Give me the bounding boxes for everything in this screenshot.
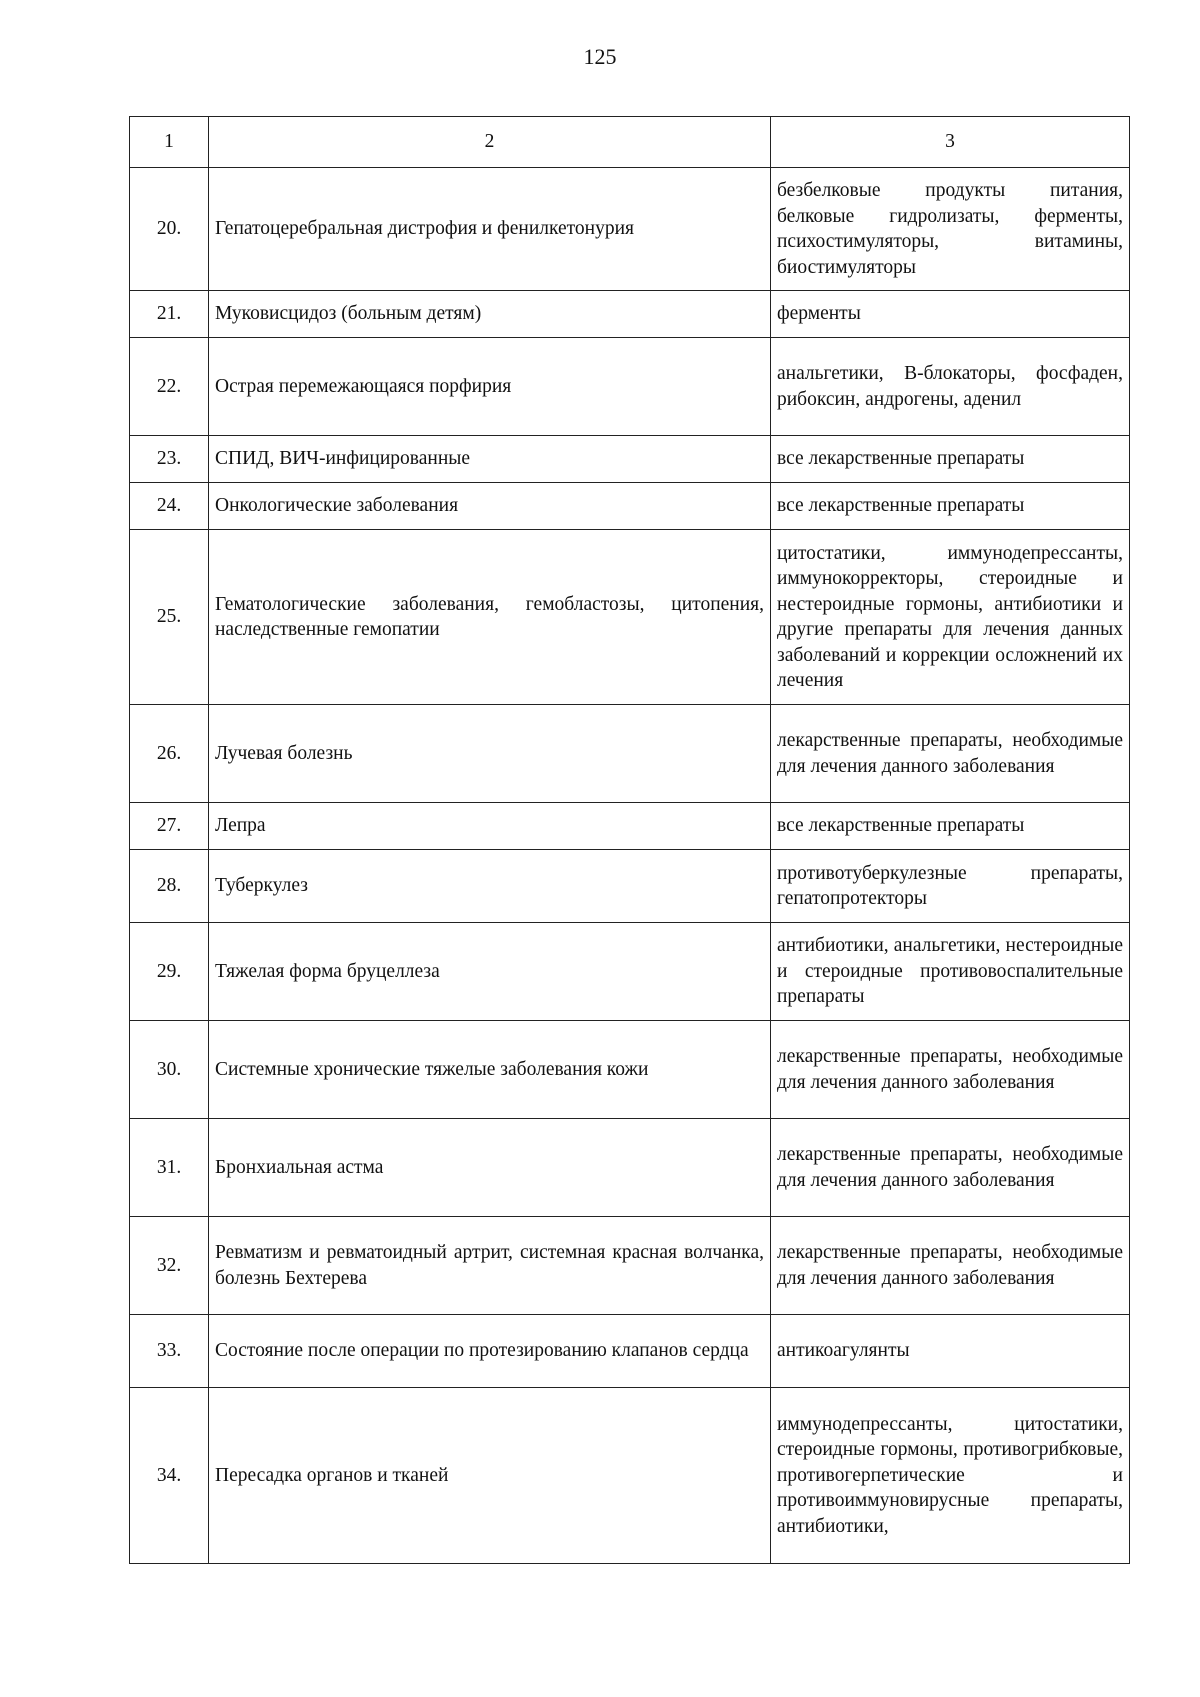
table-row <box>130 1388 1130 1564</box>
drug-list: лекарственные препараты, необходимые для лечения данного заболевания <box>771 1119 1130 1217</box>
table-row <box>130 705 1130 803</box>
row-number: 20. <box>130 168 209 291</box>
table-row <box>130 850 1130 923</box>
row-number: 23. <box>130 436 209 483</box>
table-row <box>130 803 1130 850</box>
row-number: 32. <box>130 1217 209 1315</box>
drug-list: антикоагулянты <box>771 1315 1130 1388</box>
drug-list: все лекарственные препараты <box>771 803 1130 850</box>
row-number: 25. <box>130 530 209 705</box>
drug-list: лекарственные препараты, необходимые для лечения данного заболевания <box>771 705 1130 803</box>
table-row <box>130 483 1130 530</box>
disease-name: Онкологические заболевания <box>209 483 771 530</box>
drug-list: цитостатики, иммунодепрессанты, иммунокорректоры, стероидные и нестероидные гормоны, антибиотики и другие препараты для лечения данных заболеваний и коррекции осложнений их лечения <box>771 530 1130 705</box>
row-number: 30. <box>130 1021 209 1119</box>
table-row <box>130 1021 1130 1119</box>
row-number: 31. <box>130 1119 209 1217</box>
disease-name: Системные хронические тяжелые заболевания кожи <box>209 1021 771 1119</box>
row-number: 27. <box>130 803 209 850</box>
table-row <box>130 436 1130 483</box>
disease-name: Ревматизм и ревматоидный артрит, системная красная волчанка, болезнь Бехтерева <box>209 1217 771 1315</box>
row-number: 28. <box>130 850 209 923</box>
table-row <box>130 1217 1130 1315</box>
disease-name: Муковисцидоз (больным детям) <box>209 291 771 338</box>
header-col-1: 1 <box>130 117 209 168</box>
table-header <box>130 117 1130 168</box>
table-body <box>130 168 1130 1564</box>
table-row <box>130 291 1130 338</box>
table-row <box>130 1119 1130 1217</box>
drug-list: ферменты <box>771 291 1130 338</box>
drug-list: лекарственные препараты, необходимые для лечения данного заболевания <box>771 1217 1130 1315</box>
drug-list: анальгетики, B-блокаторы, фосфаден, рибоксин, андрогены, аденил <box>771 338 1130 436</box>
row-number: 24. <box>130 483 209 530</box>
row-number: 21. <box>130 291 209 338</box>
disease-name: Лучевая болезнь <box>209 705 771 803</box>
disease-name: Состояние после операции по протезированию клапанов сердца <box>209 1315 771 1388</box>
disease-name: Острая перемежающаяся порфирия <box>209 338 771 436</box>
disease-name: Пересадка органов и тканей <box>209 1388 771 1564</box>
row-number: 22. <box>130 338 209 436</box>
header-row <box>130 117 1130 168</box>
disease-name: Туберкулез <box>209 850 771 923</box>
table-row <box>130 923 1130 1021</box>
disease-name: Лепра <box>209 803 771 850</box>
page-number: 125 <box>583 44 617 69</box>
table-row <box>130 338 1130 436</box>
disease-name: СПИД, ВИЧ-инфицированные <box>209 436 771 483</box>
conditions-table <box>129 116 1130 1564</box>
disease-name: Гепатоцеребральная дистрофия и фенилкетонурия <box>209 168 771 291</box>
drug-list: все лекарственные препараты <box>771 483 1130 530</box>
table-row <box>130 1315 1130 1388</box>
row-number: 34. <box>130 1388 209 1564</box>
drug-list: противотуберкулезные препараты, гепатопротекторы <box>771 850 1130 923</box>
table-row <box>130 168 1130 291</box>
disease-name: Гематологические заболевания, гемобластозы, цитопения, наследственные гемопатии <box>209 530 771 705</box>
drug-list: все лекарственные препараты <box>771 436 1130 483</box>
drug-list: лекарственные препараты, необходимые для лечения данного заболевания <box>771 1021 1130 1119</box>
row-number: 29. <box>130 923 209 1021</box>
disease-name: Бронхиальная астма <box>209 1119 771 1217</box>
drug-list: антибиотики, анальгетики, нестероидные и стероидные противовоспалительные препараты <box>771 923 1130 1021</box>
disease-name: Тяжелая форма бруцеллеза <box>209 923 771 1021</box>
row-number: 33. <box>130 1315 209 1388</box>
table-row <box>130 530 1130 705</box>
drug-list: безбелковые продукты питания, белковые гидролизаты, ферменты, психостимуляторы, витамины, биостимуляторы <box>771 168 1130 291</box>
header-col-2: 2 <box>209 117 771 168</box>
header-col-3: 3 <box>771 117 1130 168</box>
row-number: 26. <box>130 705 209 803</box>
drug-list: иммунодепрессанты, цитостатики, стероидные гормоны, противогрибковые, противогерпетические и противоиммуновирусные препараты, антибиотики, <box>771 1388 1130 1564</box>
